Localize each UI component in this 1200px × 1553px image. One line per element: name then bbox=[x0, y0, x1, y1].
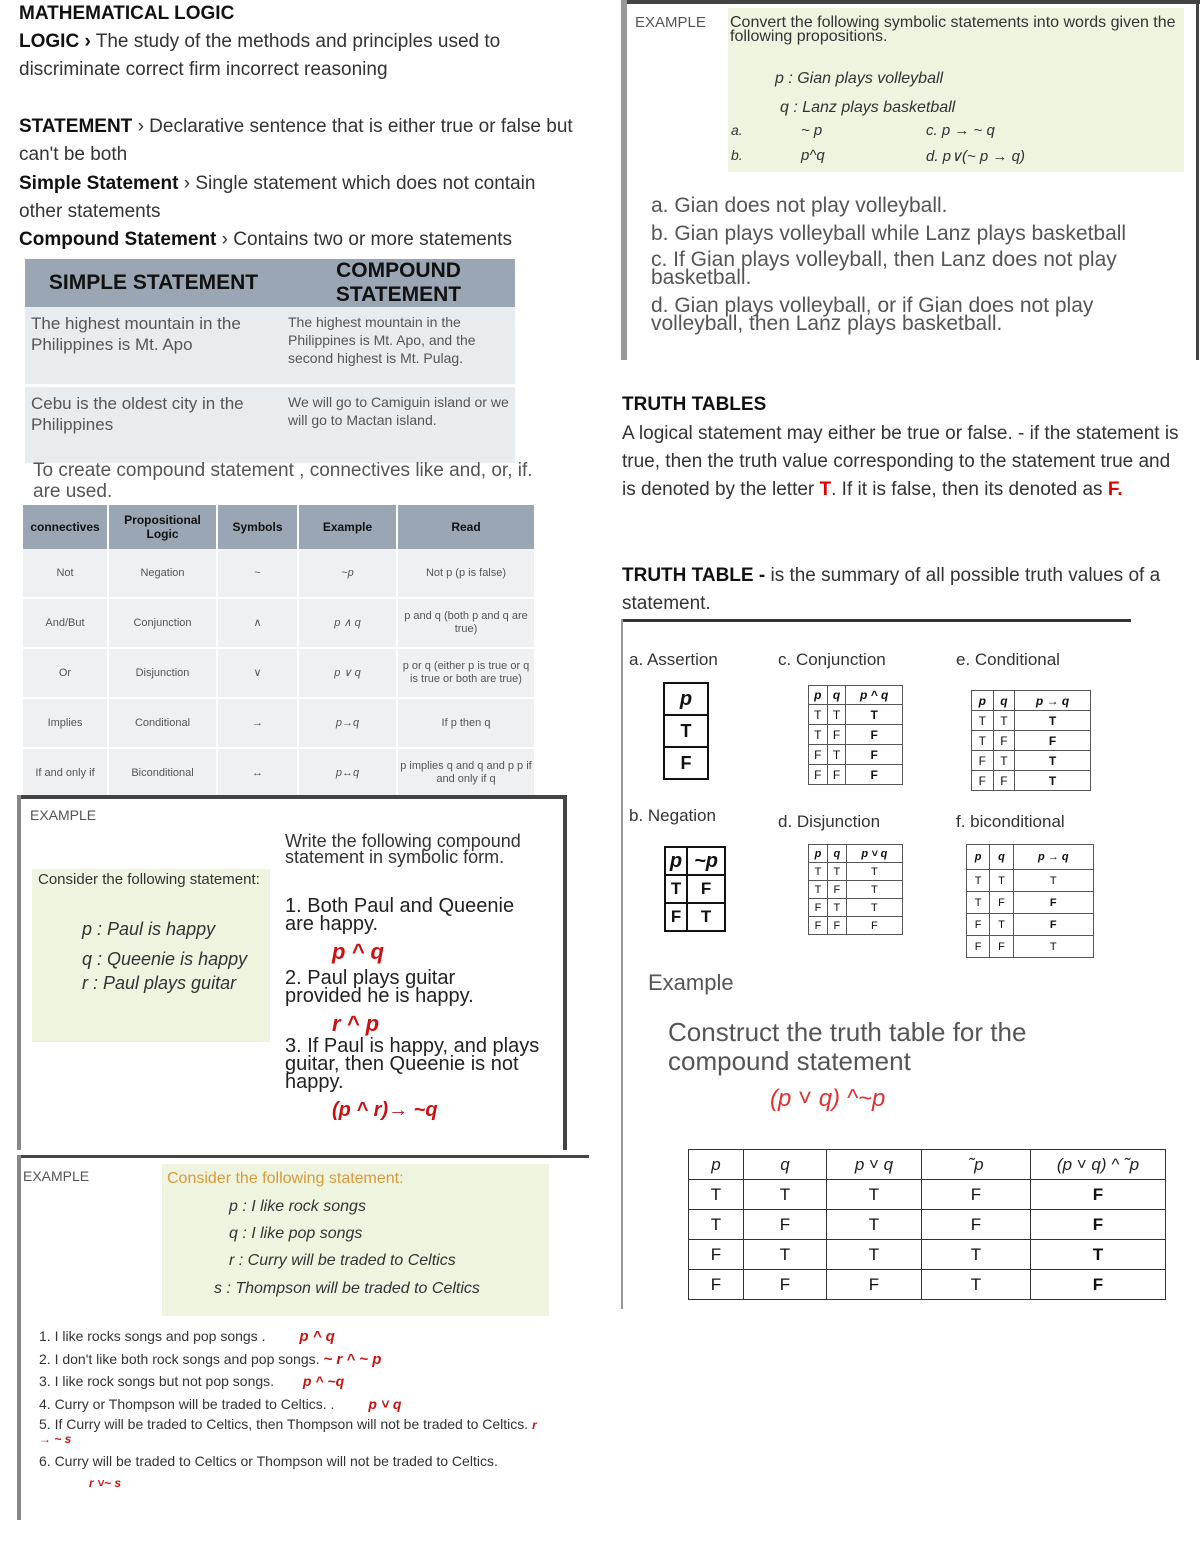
cell: T bbox=[967, 892, 990, 914]
truth-table-term: TRUTH TABLE - bbox=[622, 565, 766, 586]
consider-text: Consider the following statement: bbox=[38, 871, 260, 888]
cell: p ∧ q bbox=[298, 598, 397, 648]
cell: T bbox=[689, 1180, 744, 1210]
cell: F bbox=[967, 936, 990, 958]
cell: p or q (either p is true or q is true or both are true) bbox=[397, 648, 535, 698]
cell: T bbox=[846, 881, 902, 899]
cell: F bbox=[744, 1270, 827, 1300]
table-row bbox=[23, 598, 535, 648]
consider-text: Consider the following statement: bbox=[167, 1170, 404, 1187]
simple-example-1: The highest mountain in the Philippines is Mt. Apo bbox=[25, 307, 282, 385]
item-d: d. p∨(~ p → q) bbox=[926, 148, 1025, 165]
item-6-answer: r ˅~ s bbox=[89, 1476, 122, 1490]
answer-b: b. Gian plays volleyball while Lanz plays basketball bbox=[651, 222, 1127, 245]
cell: Conditional bbox=[108, 698, 217, 748]
item-text: 3. I like rock songs but not pop songs. bbox=[39, 1373, 275, 1389]
header-compound: COMPOUND STATEMENT bbox=[282, 259, 515, 307]
item-text: 4. Curry or Thompson will be traded to Celtics. . bbox=[39, 1396, 335, 1412]
prop-p: p : Paul is happy bbox=[82, 919, 216, 939]
question-3: 3. If Paul is happy, and plays guitar, then Queenie is not happy. bbox=[285, 1035, 540, 1093]
cell: T bbox=[687, 903, 725, 931]
item-6: 6. Curry will be traded to Celtics or Thompson will not be traded to Celtics. bbox=[39, 1453, 498, 1469]
cell: ∨ bbox=[217, 648, 298, 698]
instruction-text: Write the following compound statement in symbolic form. bbox=[285, 831, 521, 867]
cell: q bbox=[827, 845, 846, 863]
cell: F bbox=[744, 1210, 827, 1240]
connectives-table bbox=[23, 505, 536, 799]
example-label: EXAMPLE bbox=[635, 14, 706, 31]
cell: T bbox=[827, 863, 846, 881]
cell: T bbox=[809, 705, 828, 725]
cell: q bbox=[993, 691, 1015, 711]
col-propositional-logic: Propositional Logic bbox=[108, 505, 217, 549]
logic-def: The study of the methods and principles used to discriminate correct firm incorrect reasoning bbox=[19, 31, 501, 80]
table-header-row bbox=[25, 259, 515, 307]
example-label: Example bbox=[648, 970, 734, 995]
table-header-row bbox=[23, 505, 535, 549]
cell: F bbox=[972, 771, 994, 791]
cell: T bbox=[827, 1240, 922, 1270]
statement-definition bbox=[19, 113, 579, 169]
cell: If and only if bbox=[23, 748, 108, 798]
cell: F bbox=[967, 914, 990, 936]
example-formula: (p ˅ q) ^~p bbox=[770, 1085, 886, 1112]
propositions-box bbox=[162, 1164, 549, 1316]
cell: p bbox=[665, 847, 687, 875]
example-instruction: Construct the truth table for the compound statement bbox=[668, 1017, 1027, 1076]
cell: p → q bbox=[1015, 691, 1091, 711]
prop-p: p : I like rock songs bbox=[229, 1198, 366, 1215]
prop-p: p : Gian plays volleyball bbox=[775, 70, 944, 87]
cell: F bbox=[922, 1180, 1031, 1210]
cell: F bbox=[1015, 731, 1091, 751]
cell: p bbox=[664, 683, 708, 715]
cell: p ˅ q bbox=[846, 845, 902, 863]
simple-term: Simple Statement bbox=[19, 173, 179, 194]
cell: T bbox=[744, 1240, 827, 1270]
example-label: EXAMPLE bbox=[23, 1168, 90, 1184]
cell: T bbox=[1015, 751, 1091, 771]
cell: T bbox=[993, 751, 1015, 771]
cell: F bbox=[687, 875, 725, 903]
header-simple: SIMPLE STATEMENT bbox=[25, 259, 282, 307]
cell: ∧ bbox=[217, 598, 298, 648]
cell: T bbox=[1015, 771, 1091, 791]
cell: q bbox=[744, 1150, 827, 1180]
conditional-table bbox=[971, 690, 1091, 791]
propositions-box bbox=[32, 869, 270, 1042]
cell: T bbox=[922, 1270, 1031, 1300]
cell: T bbox=[664, 715, 708, 747]
item-answer: ~ r ^ ~ p bbox=[323, 1351, 382, 1368]
cell: p → q bbox=[1013, 845, 1093, 870]
table-row bbox=[23, 698, 535, 748]
cell: p implies q and q and p p if and only if q bbox=[397, 748, 535, 798]
left-border bbox=[17, 1155, 21, 1520]
cell: T bbox=[846, 899, 902, 917]
col-read: Read bbox=[397, 505, 535, 549]
compound-term: Compound Statement bbox=[19, 229, 217, 250]
logic-term: LOGIC › bbox=[19, 31, 91, 52]
prop-q: q : I like pop songs bbox=[229, 1225, 363, 1242]
cell: ˜p bbox=[922, 1150, 1031, 1180]
item-2 bbox=[39, 1351, 381, 1368]
cell: (p ˅ q) ^ ˜p bbox=[1031, 1150, 1166, 1180]
cell: T bbox=[744, 1180, 827, 1210]
cell: p bbox=[689, 1150, 744, 1180]
disjunction-table bbox=[808, 844, 903, 935]
cell: F bbox=[846, 745, 903, 765]
example-2-panel bbox=[17, 1155, 589, 1520]
cell: F bbox=[993, 731, 1015, 751]
cell: F bbox=[1031, 1270, 1166, 1300]
answer-d: d. Gian plays volleyball, or if Gian does not play volleyball, then Lanz plays basketball. bbox=[651, 294, 1094, 335]
answer-2: r ^ p bbox=[332, 1011, 380, 1036]
item-4 bbox=[39, 1396, 401, 1412]
cell: F bbox=[665, 903, 687, 931]
item-text: 2. I don't like both rock songs and pop songs. bbox=[39, 1351, 320, 1367]
col-example: Example bbox=[298, 505, 397, 549]
text-part: . If it is false, then its denoted as bbox=[831, 479, 1108, 500]
question-1: 1. Both Paul and Queenie are happy. bbox=[285, 895, 515, 935]
biconditional-table bbox=[966, 844, 1094, 958]
cell: F bbox=[1013, 892, 1093, 914]
cell: T bbox=[827, 745, 846, 765]
cell: Negation bbox=[108, 549, 217, 598]
cell: T bbox=[846, 705, 903, 725]
table-row bbox=[23, 549, 535, 598]
left-border bbox=[621, 0, 627, 360]
cell: F bbox=[827, 1270, 922, 1300]
disjunction-label: d. Disjunction bbox=[778, 812, 881, 831]
cell: T bbox=[827, 705, 846, 725]
cell: T bbox=[993, 711, 1015, 731]
right-border bbox=[1196, 0, 1199, 360]
cell: F bbox=[846, 725, 903, 745]
cell: ~p bbox=[687, 847, 725, 875]
cell: q bbox=[990, 845, 1013, 870]
item-answer: p ^ q bbox=[299, 1328, 335, 1345]
table-row bbox=[25, 385, 515, 463]
conjunction-table bbox=[808, 685, 903, 785]
cell: F bbox=[1013, 914, 1093, 936]
cell: F bbox=[993, 771, 1015, 791]
conjunction-label: c. Conjunction bbox=[778, 650, 886, 669]
cell: T bbox=[827, 1180, 922, 1210]
cell: And/But bbox=[23, 598, 108, 648]
cell: T bbox=[990, 870, 1013, 892]
cell: F bbox=[827, 765, 846, 785]
table-row bbox=[23, 748, 535, 798]
cell: T bbox=[846, 863, 902, 881]
conditional-label: e. Conditional bbox=[956, 650, 1060, 669]
cell: T bbox=[1031, 1240, 1166, 1270]
cell: q bbox=[827, 686, 846, 705]
cell: Biconditional bbox=[108, 748, 217, 798]
cell: T bbox=[922, 1240, 1031, 1270]
cell: T bbox=[967, 870, 990, 892]
cell: T bbox=[1013, 936, 1093, 958]
table-header-row bbox=[689, 1150, 1166, 1180]
statement-term: STATEMENT bbox=[19, 116, 133, 137]
example-3-panel bbox=[621, 0, 1200, 360]
cell: F bbox=[827, 725, 846, 745]
statement-def: › Declarative sentence that is either true or false but can't be both bbox=[19, 116, 573, 165]
compound-def: › Contains two or more statements bbox=[216, 229, 513, 250]
answer-a: a. Gian does not play volleyball. bbox=[651, 194, 948, 217]
cell: ↔ bbox=[217, 748, 298, 798]
cell: F bbox=[827, 881, 846, 899]
prop-r: r : Curry will be traded to Celtics bbox=[229, 1252, 456, 1269]
prop-q: q : Queenie is happy bbox=[82, 949, 248, 969]
cell: T bbox=[972, 731, 994, 751]
cell: F bbox=[972, 751, 994, 771]
table-row bbox=[689, 1210, 1166, 1240]
cell: Conjunction bbox=[108, 598, 217, 648]
negation-label: b. Negation bbox=[629, 806, 716, 825]
truth-tables-title: TRUTH TABLES bbox=[622, 394, 767, 415]
cell: p and q (both p and q are true) bbox=[397, 598, 535, 648]
instruction-text: Convert the following symbolic statements into words given the following propositions. bbox=[730, 14, 1176, 45]
cell: F bbox=[809, 765, 828, 785]
item-answer: p ˅ q bbox=[368, 1396, 402, 1412]
basic-truth-tables-panel bbox=[621, 619, 1131, 953]
simple-def: › Single statement which does not contain other statements bbox=[19, 173, 536, 222]
answer-1: p ^ q bbox=[332, 939, 384, 964]
cell: p bbox=[809, 845, 828, 863]
item-b-formula: p^q bbox=[801, 147, 825, 164]
simple-example-2: Cebu is the oldest city in the Philippines bbox=[25, 385, 282, 463]
connectives-intro: To create compound statement , connectives like and, or, if. are used. bbox=[33, 460, 533, 502]
cell: F bbox=[1031, 1210, 1166, 1240]
true-letter: T bbox=[819, 479, 832, 500]
item-text: 5. If Curry will be traded to Celtics, then Thompson will not be traded to Celtics. bbox=[39, 1416, 529, 1432]
left-border bbox=[621, 619, 623, 1309]
compound-truth-table bbox=[688, 1149, 1166, 1300]
negation-table bbox=[664, 846, 726, 932]
item-3 bbox=[39, 1373, 344, 1389]
item-answer: r → ~ s bbox=[39, 1418, 537, 1446]
item-5 bbox=[39, 1418, 549, 1446]
col-symbols: Symbols bbox=[217, 505, 298, 549]
assertion-table bbox=[663, 682, 709, 780]
cell: F bbox=[689, 1240, 744, 1270]
example-1-panel bbox=[17, 795, 567, 1150]
table-row bbox=[23, 648, 535, 698]
cell: T bbox=[827, 899, 846, 917]
cell: F bbox=[809, 899, 828, 917]
cell: p ˅ q bbox=[827, 1150, 922, 1180]
cell: p↔q bbox=[298, 748, 397, 798]
cell: Not p (p is false) bbox=[397, 549, 535, 598]
simple-vs-compound-table bbox=[25, 259, 515, 463]
cell: p→q bbox=[298, 698, 397, 748]
truth-table-def: is the summary of all possible truth values of a statement. bbox=[622, 565, 1161, 614]
cell: T bbox=[809, 725, 828, 745]
answer-c: c. If Gian plays volleyball, then Lanz does not play basketball. bbox=[651, 248, 1117, 289]
item-text: 1. I like rocks songs and pop songs . bbox=[39, 1328, 266, 1344]
cell: F bbox=[827, 917, 846, 935]
cell: p bbox=[967, 845, 990, 870]
truth-table-definition bbox=[622, 562, 1182, 618]
col-connectives: connectives bbox=[23, 505, 108, 549]
cell: F bbox=[922, 1210, 1031, 1240]
biconditional-label: f. biconditional bbox=[956, 812, 1065, 831]
cell: Disjunction bbox=[108, 648, 217, 698]
truth-tables-text bbox=[622, 420, 1187, 504]
cell: ~ bbox=[217, 549, 298, 598]
cell: Or bbox=[23, 648, 108, 698]
cell: T bbox=[809, 881, 828, 899]
cell: F bbox=[809, 745, 828, 765]
answer-3: (p ^ r)→ ~q bbox=[332, 1099, 438, 1121]
cell: If p then q bbox=[397, 698, 535, 748]
item-a-formula: ~ p bbox=[801, 122, 823, 139]
item-b-label: b. bbox=[731, 147, 743, 163]
cell: F bbox=[1031, 1180, 1166, 1210]
prop-q: q : Lanz plays basketball bbox=[780, 99, 956, 116]
cell: T bbox=[1013, 870, 1093, 892]
cell: T bbox=[809, 863, 828, 881]
simple-statement-definition bbox=[19, 170, 579, 226]
assertion-label: a. Assertion bbox=[629, 650, 718, 669]
cell: T bbox=[827, 1210, 922, 1240]
table-row bbox=[25, 307, 515, 385]
cell: F bbox=[990, 936, 1013, 958]
cell: F bbox=[664, 747, 708, 779]
cell: F bbox=[846, 765, 903, 785]
page-title: MATHEMATICAL LOGIC bbox=[19, 3, 235, 24]
cell: Not bbox=[23, 549, 108, 598]
table-row bbox=[689, 1240, 1166, 1270]
compound-example-1: The highest mountain in the Philippines is Mt. Apo, and the second highest is Mt. Pulag. bbox=[282, 307, 515, 385]
cell: T bbox=[990, 914, 1013, 936]
table-row bbox=[689, 1270, 1166, 1300]
item-answer: p ^ ~q bbox=[302, 1373, 345, 1389]
false-letter: F. bbox=[1107, 479, 1123, 500]
left-border bbox=[17, 795, 21, 1150]
cell: F bbox=[689, 1270, 744, 1300]
cell: p bbox=[972, 691, 994, 711]
question-2: 2. Paul plays guitar provided he is happy. bbox=[285, 967, 474, 1007]
prop-s: s : Thompson will be traded to Celtics bbox=[214, 1280, 480, 1297]
cell: F bbox=[846, 917, 902, 935]
compound-example-2: We will go to Camiguin island or we will go to Mactan island. bbox=[282, 385, 515, 463]
cell: T bbox=[665, 875, 687, 903]
cell: T bbox=[689, 1210, 744, 1240]
cell: p ∨ q bbox=[298, 648, 397, 698]
cell: T bbox=[972, 711, 994, 731]
item-a-label: a. bbox=[731, 122, 743, 138]
text-part: A logical statement may either be true or false. - if the statement is true, then the truth value corresponding to the statement true and is denoted by the letter bbox=[622, 423, 1179, 500]
table-row bbox=[689, 1180, 1166, 1210]
cell: F bbox=[990, 892, 1013, 914]
item-1 bbox=[39, 1328, 335, 1345]
example-label: EXAMPLE bbox=[30, 807, 97, 823]
item-c: c. p → ~ q bbox=[926, 122, 995, 139]
cell: p ^ q bbox=[846, 686, 903, 705]
cell: ~p bbox=[298, 549, 397, 598]
cell: F bbox=[809, 917, 828, 935]
cell: Implies bbox=[23, 698, 108, 748]
cell: p bbox=[809, 686, 828, 705]
cell: → bbox=[217, 698, 298, 748]
cell: T bbox=[1015, 711, 1091, 731]
logic-definition bbox=[19, 28, 579, 84]
prop-r: r : Paul plays guitar bbox=[82, 973, 237, 993]
compound-statement-definition bbox=[19, 226, 589, 254]
